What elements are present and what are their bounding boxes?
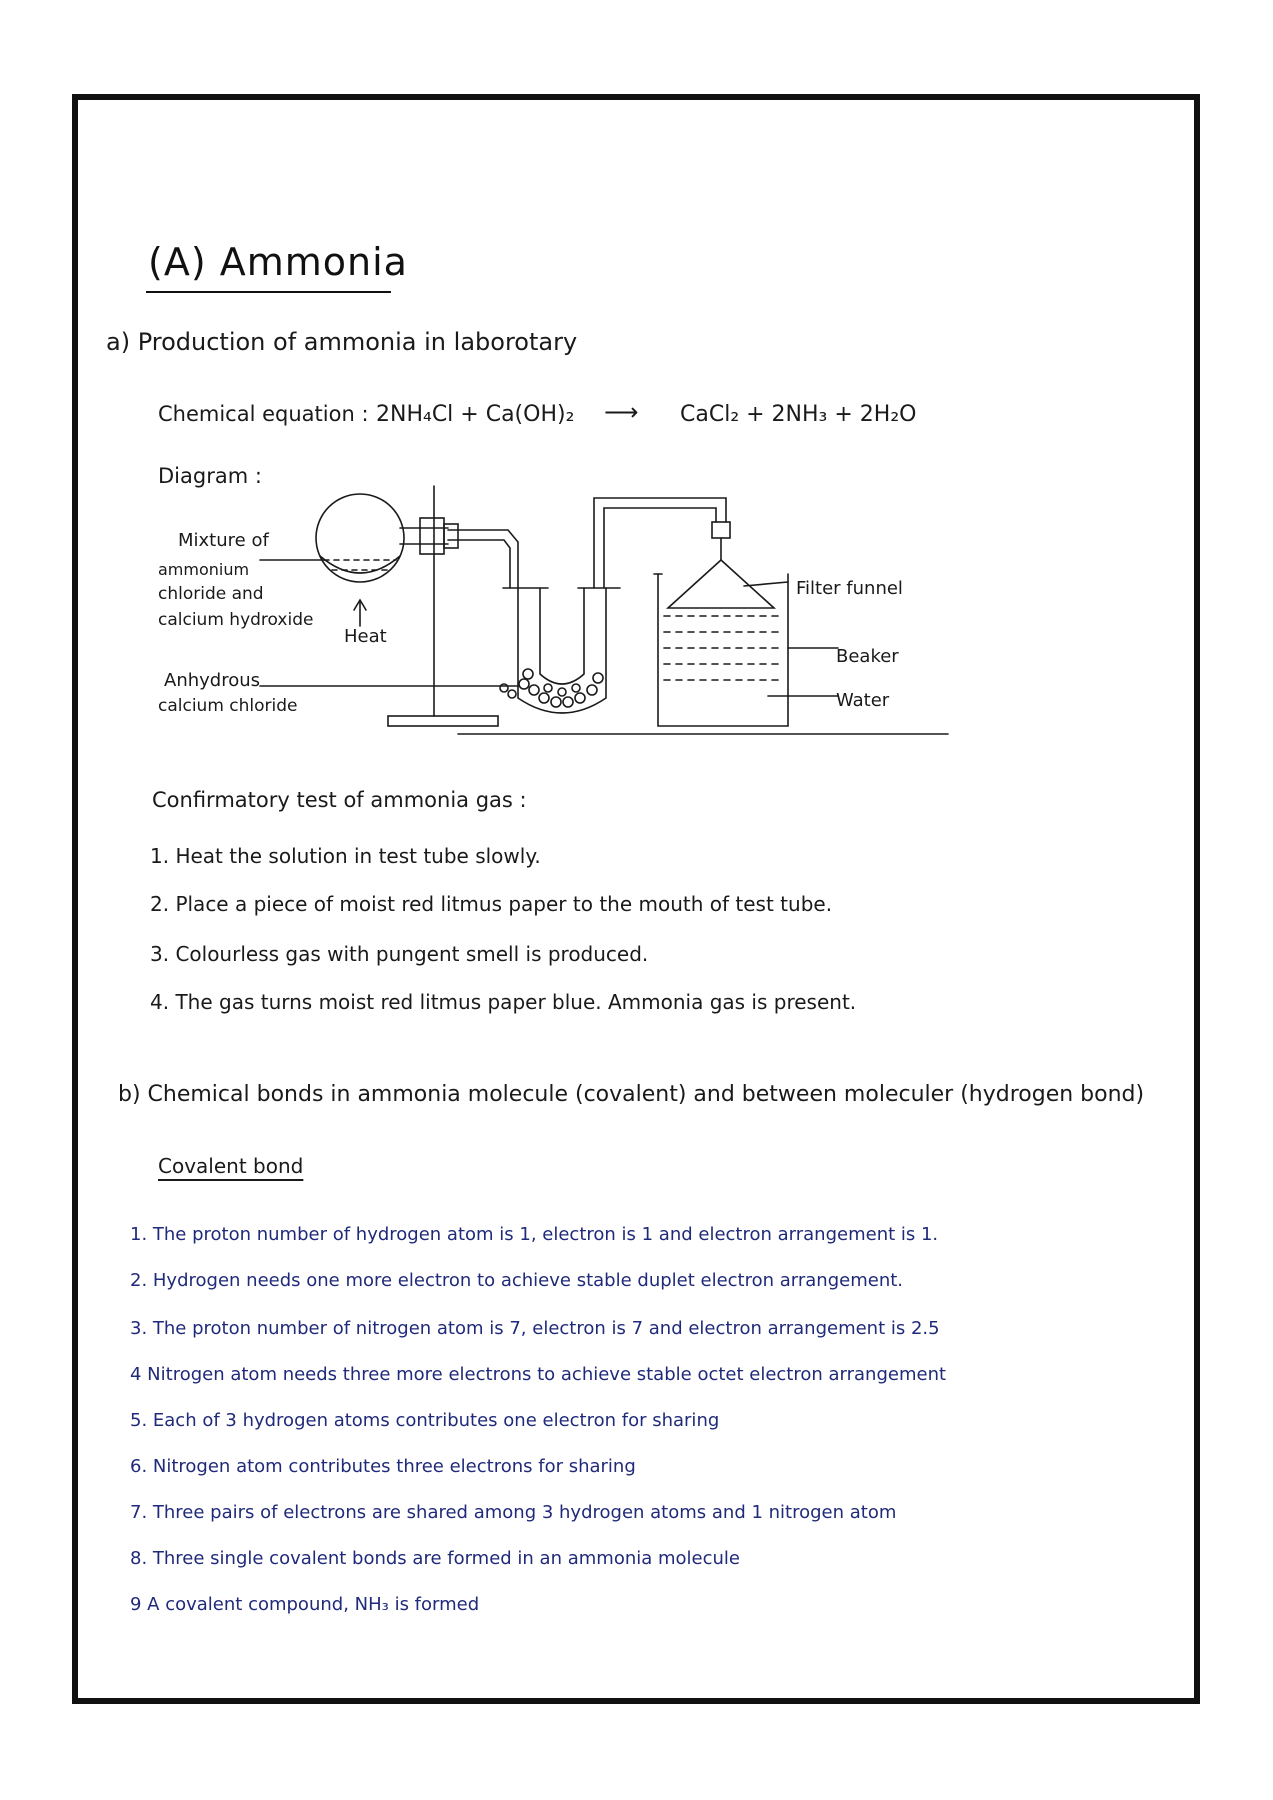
label-heat: Heat [344,626,387,647]
bond-point-4: 4 Nitrogen atom needs three more electrons to achieve stable octet electron arrangement [130,1364,947,1385]
confirm-step-3: 3. Colourless gas with pungent smell is produced. [150,942,649,966]
label-water: Water [836,690,890,711]
label-mixture-line1: Mixture of [178,530,269,551]
bond-point-1: 1. The proton number of hydrogen atom is 1, electron is 1 and electron arrangement is 1. [130,1224,939,1245]
equation-arrow: ⟶ [604,398,639,426]
covalent-bond-subheading: Covalent bond [158,1154,304,1178]
confirm-heading: Confirmatory test of ammonia gas : [152,788,527,812]
funnel-connector [712,522,730,538]
bond-point-2: 2. Hydrogen needs one more electron to achieve stable duplet electron arrangement. [130,1270,904,1291]
section-b-heading: b) Chemical bonds in ammonia molecule (covalent) and between moleculer (hydrogen bond) [118,1082,1145,1107]
retort-base [388,716,498,726]
bond-point-3: 3. The proton number of nitrogen atom is 7, electron is 7 and electron arrangement is 2.5 [130,1318,940,1339]
bond-point-5: 5. Each of 3 hydrogen atoms contributes one electron for sharing [130,1410,720,1431]
page-title: (A) Ammonia [148,240,408,284]
label-filter-funnel: Filter funnel [796,578,903,599]
clamp [420,518,444,554]
label-mixture-line3: chloride and [158,584,264,604]
bond-point-7: 7. Three pairs of electrons are shared among 3 hydrogen atoms and 1 nitrogen atom [130,1502,897,1523]
bond-point-6: 6. Nitrogen atom contributes three electrons for sharing [130,1456,636,1477]
equation-products: CaCl₂ + 2NH₃ + 2H₂O [680,402,917,427]
apparatus-diagram [148,478,958,740]
bond-point-9: 9 A covalent compound, NH₃ is formed [130,1594,480,1615]
title-underline [146,291,391,293]
confirm-step-4: 4. The gas turns moist red litmus paper blue. Ammonia gas is present. [150,990,857,1014]
beaker [658,574,788,726]
confirm-step-1: 1. Heat the solution in test tube slowly. [150,844,541,868]
label-beaker: Beaker [836,646,899,667]
section-a-heading: a) Production of ammonia in laborotary [106,328,578,356]
label-anhydrous-line1: Anhydrous [164,670,261,691]
equation-reactants: 2NH₄Cl + Ca(OH)₂ [376,402,575,427]
label-anhydrous-line2: calcium chloride [158,696,298,716]
pointer-funnel [744,582,788,586]
calcium-chloride-granules [500,669,603,707]
label-mixture-line4: calcium hydroxide [158,610,314,630]
bond-point-8: 8. Three single covalent bonds are formed in an ammonia molecule [130,1548,740,1569]
flask-neck [400,528,448,544]
water-surface [664,616,782,680]
flask-bulb [316,494,404,582]
equation-label: Chemical equation : [158,402,369,426]
label-mixture-line2: ammonium [158,560,250,579]
diagram-label: Diagram : [158,464,262,488]
confirm-step-2: 2. Place a piece of moist red litmus paper to the mouth of test tube. [150,892,833,916]
